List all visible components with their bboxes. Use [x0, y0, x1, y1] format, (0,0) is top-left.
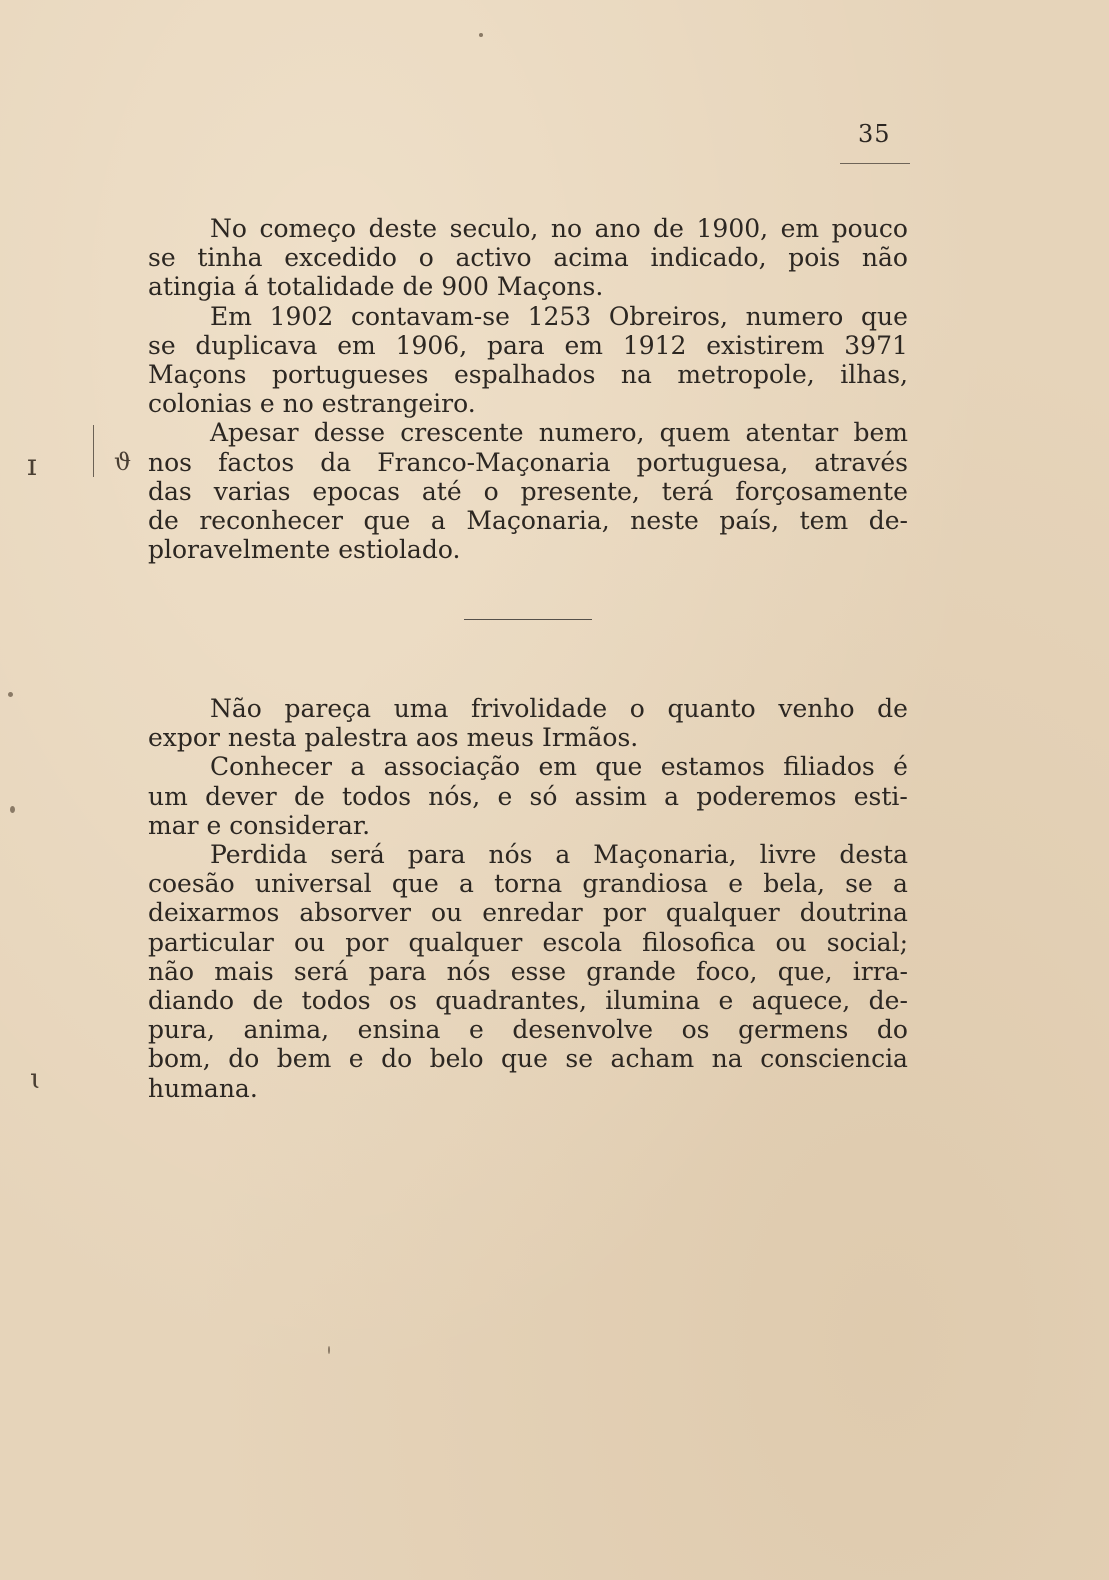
text-line: Maçons portugueses espalhados na metropole, ilhas,: [148, 360, 908, 390]
text-line: um dever de todos nós, e só assim a poderemos esti-: [148, 781, 908, 811]
text-section-1: [148, 214, 908, 564]
text-line: Perdida será para nós a Maçonaria, livre desta: [210, 840, 908, 870]
text-line: colonias e no estrangeiro.: [148, 389, 476, 419]
page-number: 35: [858, 120, 891, 148]
text-line: diando de todos os quadrantes, ilumina e aquece, de-: [148, 986, 908, 1016]
paper-speck: [10, 806, 15, 813]
text-line: deixarmos absorver ou enredar por qualquer doutrina: [148, 898, 908, 928]
text-line: particular ou por qualquer escola filosofica ou social;: [148, 927, 908, 957]
text-line: Não pareça uma frivolidade o quanto venho de: [210, 694, 908, 723]
text-line: bom, do bem e do belo que se acham na consciencia: [148, 1044, 908, 1074]
text-section-2: [148, 694, 908, 1103]
text-line: Em 1902 contavam-se 1253 Obreiros, numero que: [210, 301, 908, 331]
paper-speck: [479, 33, 483, 37]
text-line: nos factos da Franco-Maçonaria portuguesa, através: [148, 447, 908, 477]
text-line: expor nesta palestra aos meus Irmãos.: [148, 723, 639, 753]
text-line: se tinha excedido o activo acima indicado, pois não: [148, 243, 908, 273]
text-line: das varias epocas até o presente, terá forçosamente: [148, 476, 908, 506]
paper-speck: [8, 692, 13, 697]
text-line: atingia á totalidade de 900 Maçons.: [148, 272, 604, 302]
text-line: pura, anima, ensina e desenvolve os germens do: [148, 1015, 908, 1045]
page-number-rule: [840, 163, 910, 164]
text-line: se duplicava em 1906, para em 1912 existirem 3971: [148, 330, 908, 360]
text-line: Conhecer a associação em que estamos filiados é: [210, 752, 908, 782]
paper-speck: [328, 1346, 330, 1354]
section-divider: [464, 619, 592, 620]
text-line: coesão universal que a torna grandiosa e bela, se a: [148, 869, 908, 899]
margin-pencil-mark: ϑ: [114, 448, 132, 476]
margin-pencil-line: [93, 425, 94, 477]
text-line: humana.: [148, 1073, 258, 1103]
text-line: não mais será para nós esse grande foco, que, irra-: [148, 956, 908, 986]
text-line: mar e considerar.: [148, 810, 371, 840]
text-line: Apesar desse crescente numero, quem atentar bem: [210, 418, 908, 448]
text-line: ploravelmente estiolado.: [148, 535, 461, 565]
text-line: de reconhecer que a Maçonaria, neste país, tem de-: [148, 506, 908, 536]
margin-pencil-mark: ɪ: [27, 448, 37, 483]
text-line: No começo deste seculo, no ano de 1900, em pouco: [210, 214, 908, 243]
margin-pencil-mark: ɩ: [30, 1062, 41, 1095]
